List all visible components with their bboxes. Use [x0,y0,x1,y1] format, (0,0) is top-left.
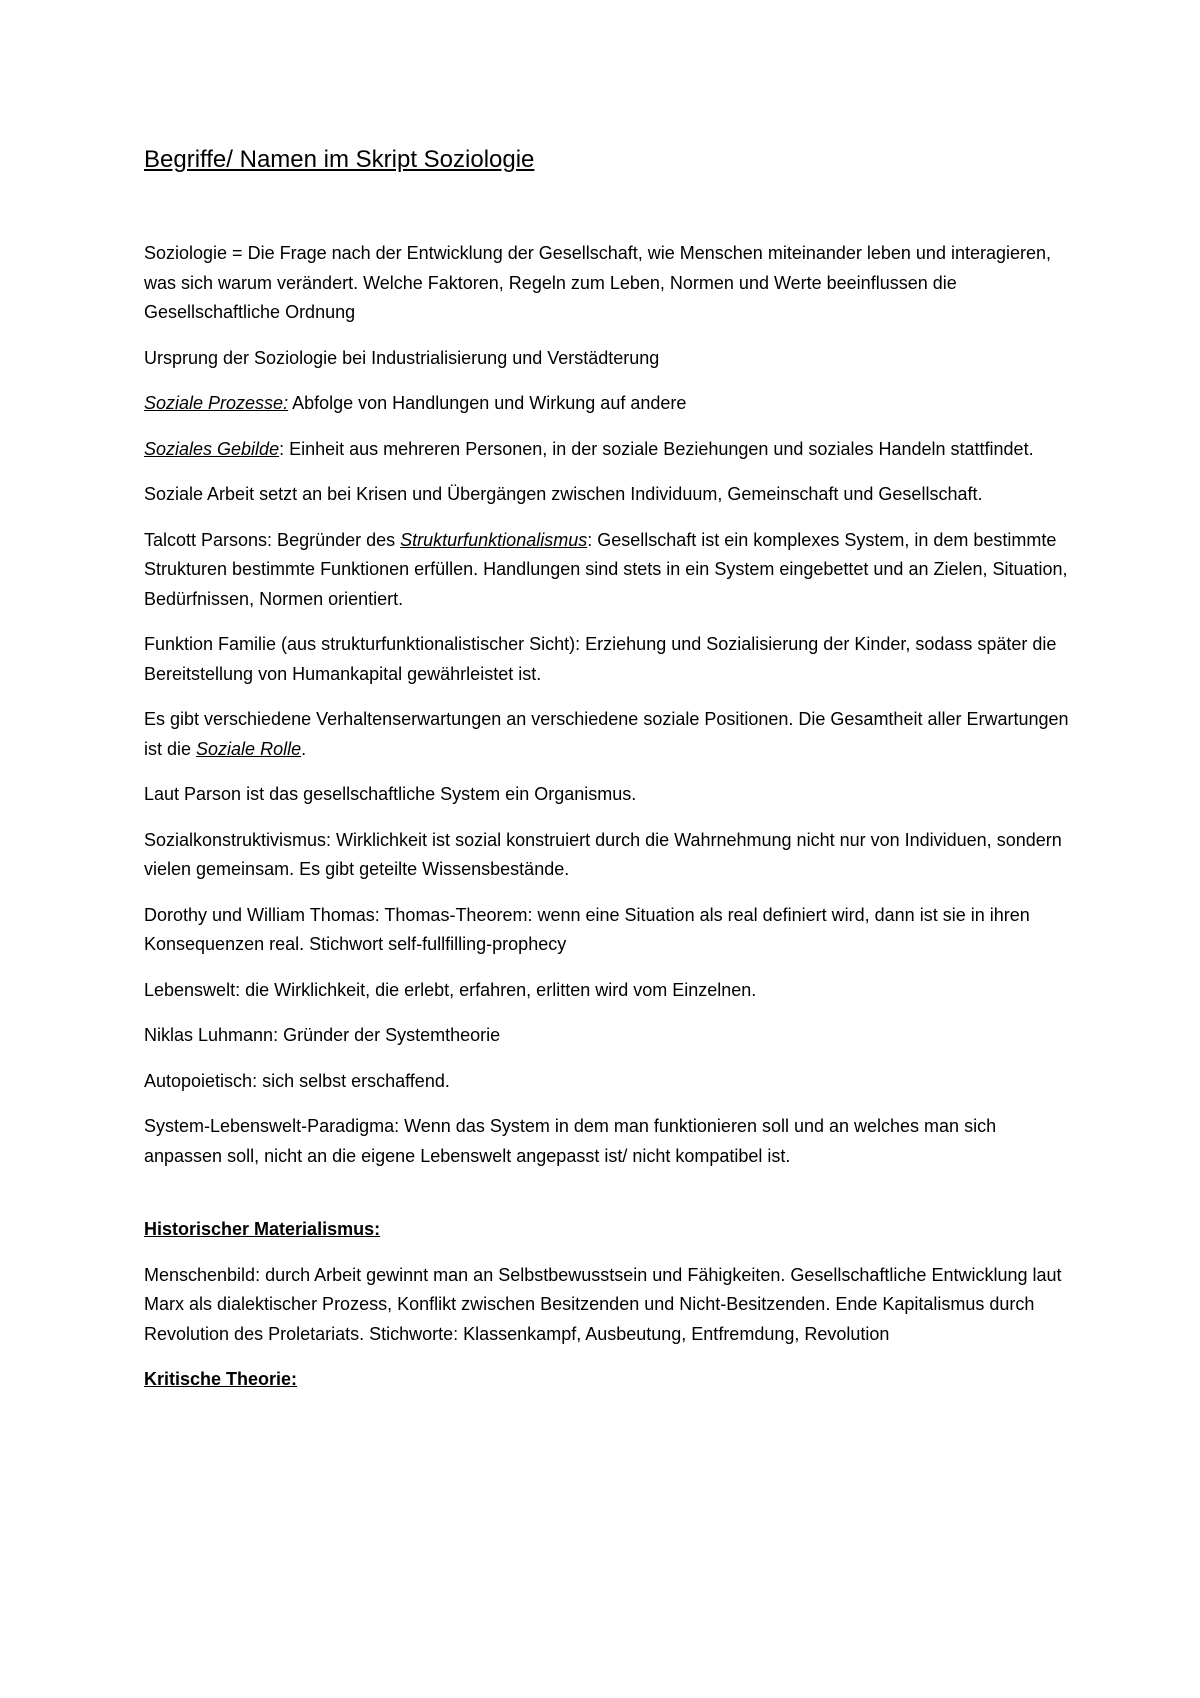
definition-soziale-prozesse: Abfolge von Handlungen und Wirkung auf andere [288,393,687,413]
term-soziale-rolle: Soziale Rolle [196,738,302,759]
paragraph-parson-organismus: Laut Parson ist das gesellschaftliche System ein Organismus. [144,784,637,804]
definition-soziales-gebilde: : Einheit aus mehreren Personen, in der soziale Beziehungen und soziales Handeln stattfindet. [279,438,1034,459]
paragraph-soziale-prozesse [144,389,1074,419]
paragraph-ursprung: Ursprung der Soziologie bei Industrialisierung und Verstädterung [144,347,660,368]
paragraph-soziale-arbeit: Soziale Arbeit setzt an bei Krisen und Übergängen zwischen Individuum, Gemeinschaft und Gesellschaft. [144,484,983,504]
document-body [144,144,1074,1411]
parsons-definition: : Gesellschaft ist ein komplexes System, in dem bestimmte Strukturen bestimmte Funktionen erfüllen. Handlungen sind stets in ein System eingebettet und an Zielen, Situation, Bedürfnissen, Normen orientiert. [144,529,1068,609]
paragraph-system-lebenswelt: System-Lebenswelt-Paradigma: Wenn das System in dem man funktionieren soll und an welches man sich anpassen soll, nicht an die eigene Lebenswelt angepasst ist/ nicht kompatibel ist. [144,1116,997,1166]
paragraph-soziologie: Soziologie = Die Frage nach der Entwicklung der Gesellschaft, wie Menschen miteinander leben und interagieren, was sich warum verändert. Welche Faktoren, Regeln zum Leben, Normen und Werte beeinflussen die Gesellschaftliche Ordnung [144,243,1052,322]
rolle-end: . [301,738,307,759]
heading-historischer-materialismus: Historischer Materialismus: [144,1219,381,1239]
paragraph-parsons [144,526,1074,615]
rolle-intro: Es gibt verschiedene Verhaltenserwartungen an verschiedene soziale Positionen. Die Gesamtheit aller Erwartungen ist die [144,709,1069,759]
paragraph-lebenswelt: Lebenswelt: die Wirklichkeit, die erlebt, erfahren, erlitten wird vom Einzelnen. [144,979,757,1000]
paragraph-soziales-gebilde [144,435,1074,465]
term-strukturfunktionalismus: Strukturfunktionalismus [400,529,588,550]
paragraph-sozialkonstruktivismus: Sozialkonstruktivismus: Wirklichkeit ist sozial konstruiert durch die Wahrnehmung nicht nur von Individuen, sondern vielen gemeinsam. Es gibt geteilte Wissensbestände. [144,829,1062,879]
parsons-intro: Talcott Parsons: Begründer des [144,529,401,550]
page-title: Begriffe/ Namen im Skript Soziologie [144,146,535,173]
term-colon: : [283,393,289,413]
paragraph-luhmann: Niklas Luhmann: Gründer der Systemtheorie [144,1025,501,1045]
heading-kritische-theorie: Kritische Theorie: [144,1369,298,1389]
term-soziales-gebilde: Soziales Gebilde [144,438,280,459]
paragraph-thomas-theorem: Dorothy und William Thomas: Thomas-Theorem: wenn eine Situation als real definiert wird, dann ist sie in ihren Konsequenzen real. Stichwort self-fullfilling-prophecy [144,904,1030,954]
paragraph-soziale-rolle [144,705,1074,764]
paragraph-menschenbild: Menschenbild: durch Arbeit gewinnt man an Selbstbewusstsein und Fähigkeiten. Gesellschaftliche Entwicklung laut Marx als dialektischer Prozess, Konflikt zwischen Besitzenden und Nicht-Besitzenden. Ende Kapitalismus durch Revolution des Proletariats. Stichworte: Klassenkampf, Ausbeutung, Entfremdung, Revolution [144,1264,1062,1344]
paragraph-autopoietisch: Autopoietisch: sich selbst erschaffend. [144,1070,450,1091]
paragraph-funktion-familie: Funktion Familie (aus strukturfunktionalistischer Sicht): Erziehung und Sozialisierung der Kinder, sodass später die Bereitstellung von Humankapital gewährleistet ist. [144,634,1057,684]
term-soziale-prozesse: Soziale Prozesse [144,393,284,413]
